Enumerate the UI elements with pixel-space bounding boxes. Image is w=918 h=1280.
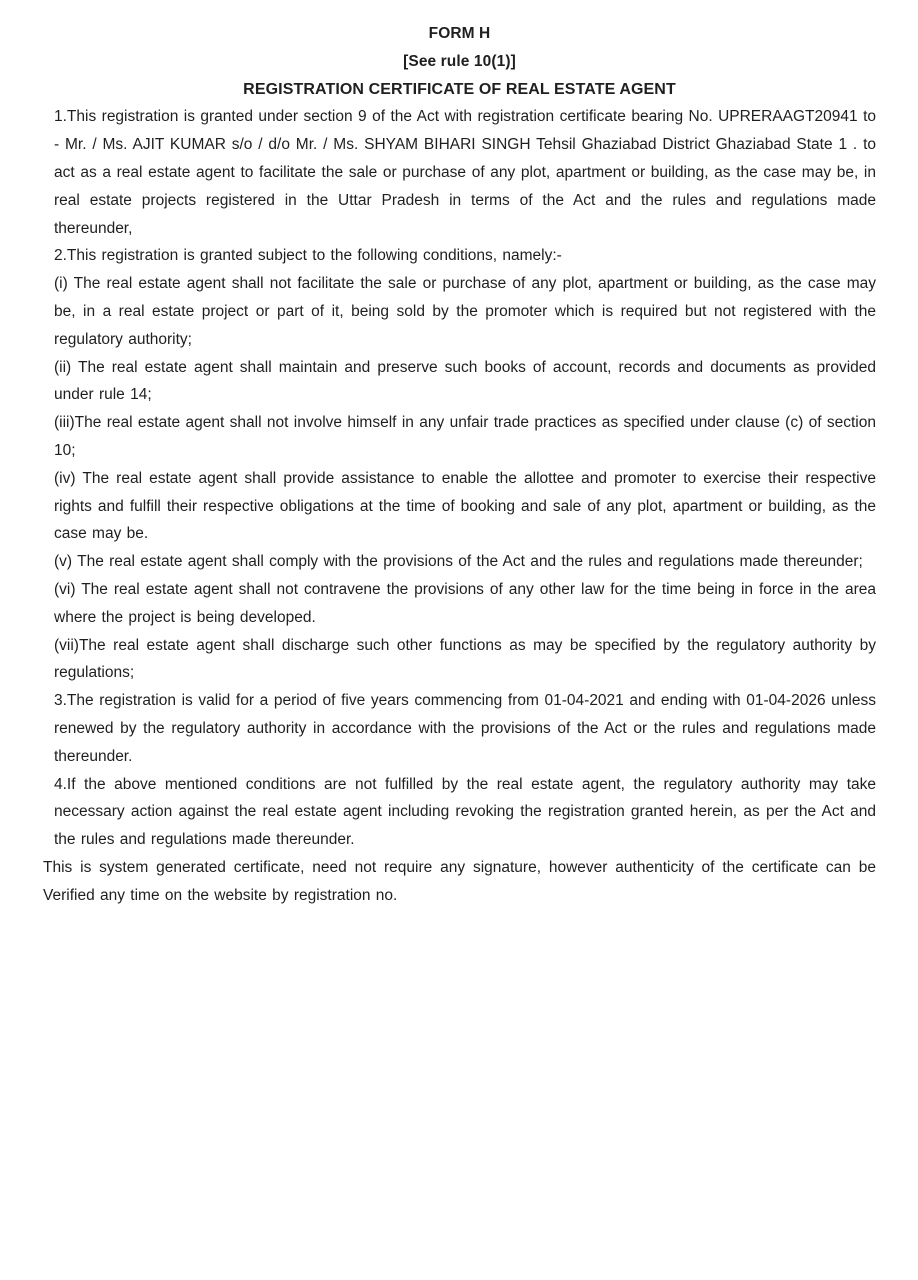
system-generated-note: This is system generated certificate, need not require any signature, however authenticity of the certificate can be Verified any time on the website by registration no.: [43, 858, 876, 904]
certificate-heading: REGISTRATION CERTIFICATE OF REAL ESTATE AGENT: [243, 80, 676, 98]
condition-ii: (ii) The real estate agent shall maintain and preserve such books of account, records and documents as provided under rule 14;: [54, 358, 876, 404]
condition-vii: (vii)The real estate agent shall discharge such other functions as may be specified by the regulatory authority by regulations;: [54, 636, 876, 682]
clause-revocation: 4.If the above mentioned conditions are not fulfilled by the real estate agent, the regulatory authority may take necessary action against the real estate agent including revoking the registration granted herein, as per the Act and the rules and regulations made thereunder.: [54, 775, 876, 849]
condition-iv: (iv) The real estate agent shall provide assistance to enable the allottee and promoter to exercise their respective rights and fulfill their respective obligations at the time of booking and sale of any plot, apartment or building, as the case may be.: [54, 469, 876, 543]
certificate-header: [43, 20, 876, 103]
condition-v: (v) The real estate agent shall comply with the provisions of the Act and the rules and regulations made thereunder;: [54, 553, 863, 571]
condition-iii: (iii)The real estate agent shall not involve himself in any unfair trade practices as specified under clause (c) of section 10;: [54, 414, 876, 459]
condition-vi: (vi) The real estate agent shall not contravene the provisions of any other law for the time being in force in the area where the project is being developed.: [54, 580, 876, 626]
rule-reference: [See rule 10(1)]: [403, 52, 516, 70]
clause-validity: 3.The registration is valid for a period of five years commencing from 01-04-2021 and ending with 01-04-2026 unless renewed by the regulatory authority in accordance with the provisions of the Act or the rules and regulations made thereunder.: [54, 692, 876, 765]
certificate-body: [43, 103, 876, 854]
condition-i: (i) The real estate agent shall not facilitate the sale or purchase of any plot, apartment or building, as the case may be, in a real estate project or part of it, being sold by the promoter which is required but not registered with the regulatory authority;: [54, 275, 876, 348]
clause-conditions-intro: 2.This registration is granted subject to the following conditions, namely:-: [54, 247, 562, 265]
form-title: FORM H: [428, 25, 491, 42]
clause-registration-grant: 1.This registration is granted under section 9 of the Act with registration certificate bearing No. UPRERAAGT20941 to - Mr. / Ms. AJIT KUMAR s/o / d/o Mr. / Ms. SHYAM BIHARI SINGH Tehsil Ghaziabad District Ghaziabad State 1 . to act as a real estate agent to facilitate the sale or purchase of any plot, apartment or building, as the case may be, in real estate projects registered in the Uttar Pradesh in terms of the Act and the rules and regulations made thereunder,: [54, 108, 876, 237]
